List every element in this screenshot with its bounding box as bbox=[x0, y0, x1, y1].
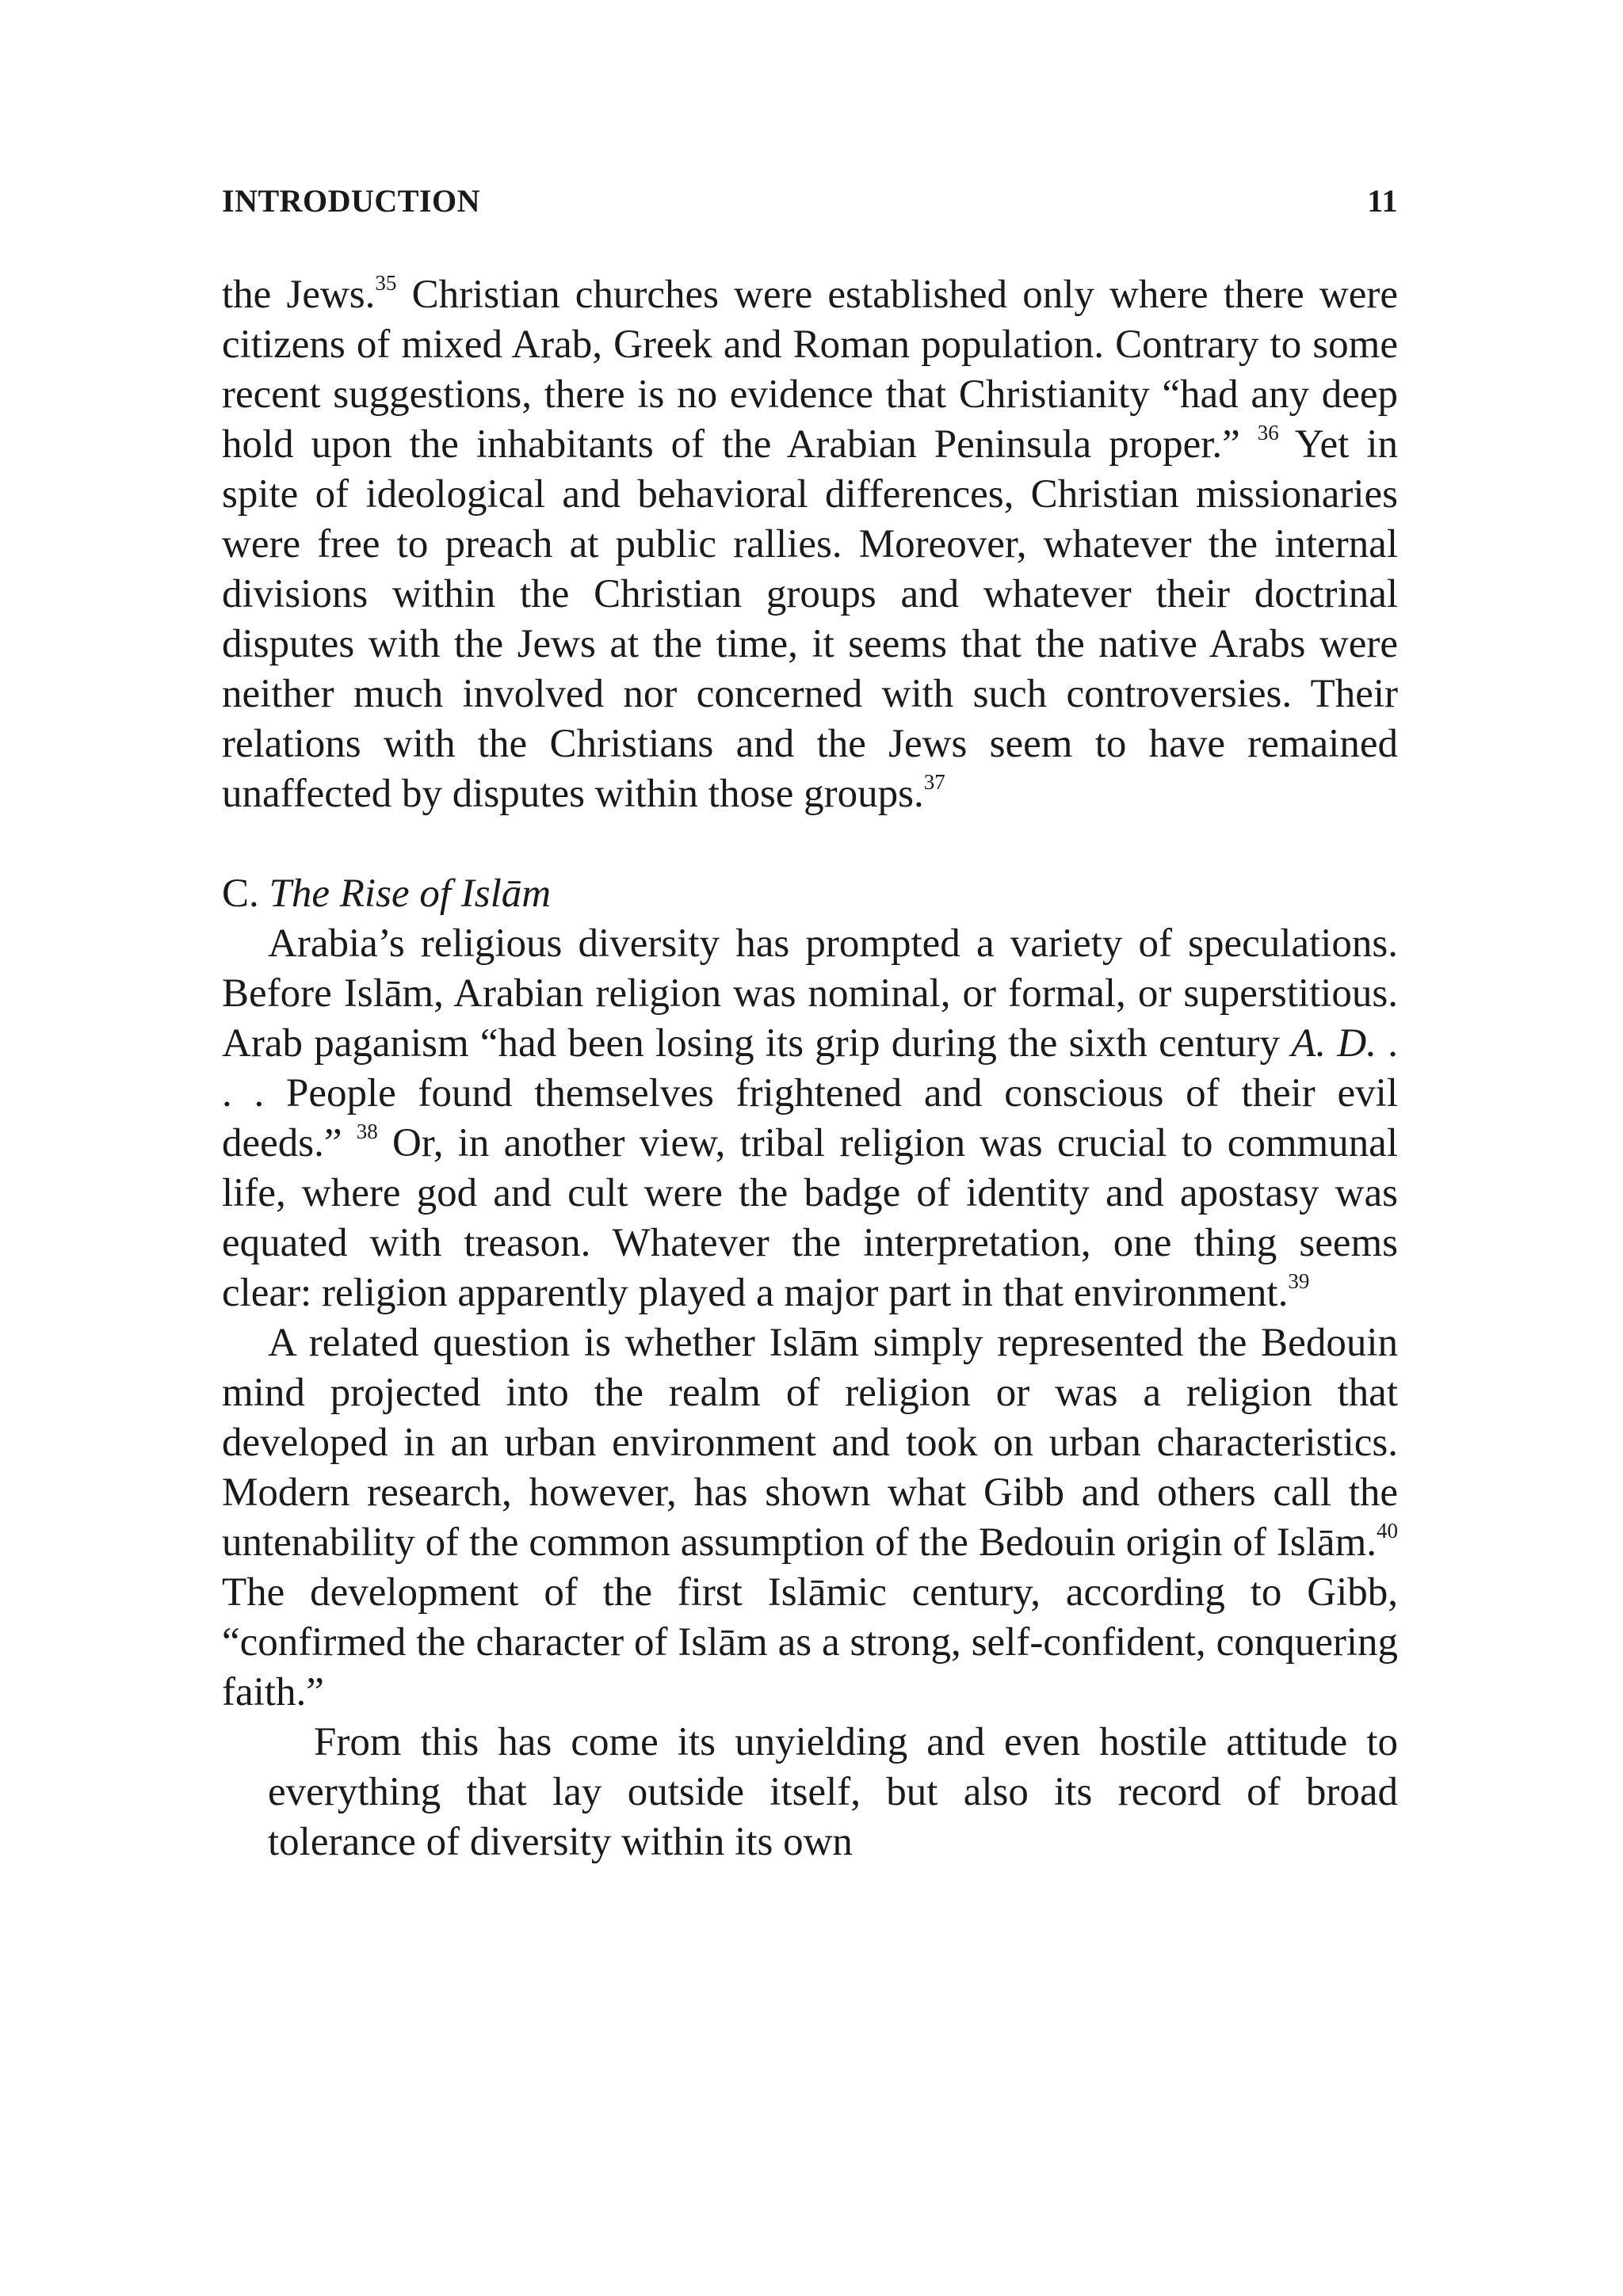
paragraph-text: Christian churches were established only where there were citizens of mixed Arab, Greek and Roman population. Contrary to some recent suggestions, there is no evidence that Christianity “had any deep hold upon the inhabitants of the Arabian Peninsula proper.” bbox=[222, 273, 1399, 467]
page-number: 11 bbox=[1367, 183, 1398, 219]
paragraph-1 bbox=[222, 270, 1398, 819]
paragraph-2 bbox=[222, 919, 1398, 1318]
footnote-ref-38: 38 bbox=[356, 1119, 378, 1143]
paragraph-text: Or, in another view, tribal religion was crucial to communal life, where god and cult were the badge of identity and apostasy was equated with treason. Whatever the interpretation, one thing seems clear: religion apparently played a major part in that environment. bbox=[222, 1121, 1398, 1315]
section-heading bbox=[222, 869, 1398, 919]
running-head bbox=[222, 182, 1398, 219]
footnote-ref-40: 40 bbox=[1377, 1519, 1398, 1543]
block-quote bbox=[268, 1718, 1398, 1867]
footnote-ref-39: 39 bbox=[1288, 1269, 1310, 1293]
quote-text: From this has come its unyielding and even hostile attitude to everything that lay outside itself, but also its record of broad tolerance of diversity within its own bbox=[268, 1720, 1398, 1864]
paragraph-3 bbox=[222, 1318, 1398, 1718]
paragraph-text: The development of the first Islāmic century, according to Gibb, “confirmed the character of Islām as a strong, self-confident, conquering faith.” bbox=[222, 1570, 1398, 1714]
section-title: The Rise of Islām bbox=[269, 871, 552, 916]
paragraph-text: A related question is whether Islām simply represented the Bedouin mind projected into the realm of religion or was a religion that developed in an urban environment and took on urban characteristics. Modern research, however, has shown what Gibb and others call the untenability of the common assumption of the Bedouin origin of Islām. bbox=[222, 1321, 1398, 1565]
paragraph-text: Arabia’s religious diversity has prompted a variety of speculations. Before Islām, Arabian religion was nominal, or formal, or superstitious. Arab paganism “had been losing its grip during the sixth century bbox=[222, 921, 1398, 1066]
running-head-title: INTRODUCTION bbox=[222, 183, 481, 219]
footnote-ref-36: 36 bbox=[1257, 421, 1279, 444]
footnote-ref-37: 37 bbox=[923, 770, 945, 794]
paragraph-text: the Jews. bbox=[222, 273, 376, 317]
body-text bbox=[222, 270, 1398, 1867]
footnote-ref-35: 35 bbox=[375, 271, 397, 295]
section-label: C. bbox=[222, 871, 259, 916]
paragraph-text: Yet in spite of ideological and behavioral differences, Christian missionaries were free to preach at public rallies. Moreover, whatever the internal divisions within the Christian groups and whatever their doctrinal disputes with the Jews at the time, it seems that the native Arabs were neither much involved nor concerned with such controversies. Their relations with the Christians and the Jews seem to have remained unaffected by disputes within those groups. bbox=[222, 422, 1398, 816]
document-page bbox=[222, 182, 1398, 1867]
era-abbreviation: A. D. bbox=[1291, 1021, 1377, 1066]
paragraph-text: . . . People found themselves frightened and conscious of their evil deeds.” bbox=[222, 1021, 1398, 1165]
